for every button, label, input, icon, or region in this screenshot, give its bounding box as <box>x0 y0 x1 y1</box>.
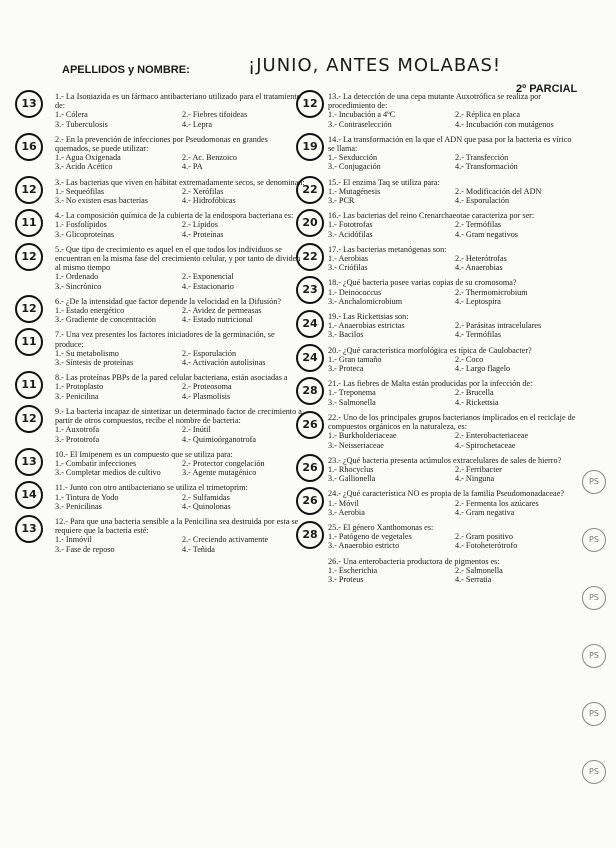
answer-option[interactable]: 3.- Prototrofa <box>55 434 100 444</box>
answer-option[interactable]: 1.- Burkholderiaceae <box>328 431 397 441</box>
answer-options <box>55 535 305 553</box>
answer-option[interactable]: 2.- Enterobacteriaceae <box>455 431 529 441</box>
score-circle: 19 <box>296 133 324 161</box>
score-circle: 14 <box>15 481 43 509</box>
question-text: 1.- La Isoniazida es un fármaco antibacteriano utilizado para el tratamiento de: <box>55 92 301 111</box>
question-text: 2.- En la prevención de infecciones por Pseudomonas en grandes quemados, se puede utilizar: <box>55 134 268 154</box>
answer-option[interactable]: 4.- Termófilas <box>455 330 502 340</box>
answer-option[interactable]: 2.- Sulfamidas <box>182 492 230 502</box>
answer-option[interactable]: 4.- Leptospira <box>455 296 501 306</box>
answer-option[interactable]: 1.- Tintura de Yodo <box>55 492 119 502</box>
question-item <box>21 373 305 401</box>
score-circle: 26 <box>296 487 324 515</box>
question-item <box>302 522 578 551</box>
answer-option[interactable]: 3.- Proteca <box>328 364 364 374</box>
answer-option[interactable]: 4.- Transformación <box>455 162 518 172</box>
answer-option[interactable]: 3.- Criófilas <box>328 263 368 273</box>
answer-options <box>55 349 305 367</box>
answer-option[interactable]: 1.- Rhocyclus <box>328 464 374 474</box>
question-item <box>302 312 578 340</box>
score-circle: 11 <box>15 328 43 356</box>
answer-option[interactable]: 3.- Sincrónico <box>55 281 102 291</box>
answer-option[interactable]: 3.- Glicoproteínas <box>55 229 115 239</box>
question-item <box>302 177 578 206</box>
answer-option[interactable]: 3.- Agente mutagénico <box>182 468 257 478</box>
answer-option[interactable]: 2.- Fiebres tifoideas <box>182 110 248 120</box>
answer-options <box>328 153 578 171</box>
answer-option[interactable]: 4.- Gram negativos <box>455 229 518 239</box>
answer-option[interactable]: 3.- Neisseriaceae <box>328 440 384 450</box>
ps-margin-mark: PS <box>582 586 606 610</box>
left-question-column <box>21 92 305 560</box>
question-item <box>302 412 578 450</box>
question-text: 8.- Las proteínas PBPs de la pared celular bacteriana, están asociadas a <box>55 373 288 383</box>
answer-option[interactable]: 1.- Mutagénesis <box>328 186 381 196</box>
answer-options <box>328 465 578 483</box>
answer-option[interactable]: 4.- Anaerobias <box>455 263 503 273</box>
ps-margin-mark: PS <box>582 644 606 668</box>
question-item <box>302 211 578 239</box>
answer-options <box>328 566 578 584</box>
question-text: 23.- ¿Qué bacteria presenta acúmulos extracelulares de sales de hierro? <box>328 455 562 465</box>
answer-option[interactable]: 2.- Termófilas <box>455 220 502 230</box>
answer-options <box>55 493 305 511</box>
question-text: 9.- La bacteria incapaz de sintetizar un determinado factor de crecimiento a partir de otros compuestos, recibe el nombre de bacteria: <box>55 406 302 426</box>
question-text: 26.- Una enterobacteria productora de pigmentos es: <box>328 556 500 566</box>
answer-options <box>328 187 578 205</box>
score-circle: 12 <box>296 90 324 118</box>
question-text: 14.- La transformación en la que el ADN que pasa por la bacteria es vírico se llama: <box>328 134 572 154</box>
answer-options <box>55 306 305 324</box>
answer-options <box>55 110 305 128</box>
answer-option[interactable]: 4.- Hidrofóbicas <box>182 196 236 206</box>
answer-options <box>55 187 305 205</box>
score-circle: 11 <box>15 371 43 399</box>
answer-options <box>328 388 578 406</box>
answer-options <box>328 355 578 373</box>
answer-option[interactable]: 4.- Quinolonas <box>182 501 231 511</box>
answer-option[interactable]: 1.- Sexducción <box>328 153 378 163</box>
question-text: 11.- Junto con otro antibacteriano se utiliza el trimetoprim: <box>55 483 248 493</box>
question-text: 4.- La composición química de la cubierta de la endospora bacteriana es: <box>55 211 294 221</box>
answer-option[interactable]: 4.- Estado nutricional <box>182 315 253 325</box>
exam-title: 2º PARCIAL <box>516 83 578 95</box>
answer-option[interactable]: 3.- PCR <box>328 196 355 206</box>
score-circle: 13 <box>15 515 43 543</box>
question-text: 22.- Uno de los principales grupos bacterianos implicados en el reciclaje de compuestos orgánicos en la naturaleza, es: <box>328 412 576 432</box>
answer-option[interactable]: 3.- Anaerobio estricto <box>328 541 400 551</box>
answer-option[interactable]: 1.- Ordenado <box>55 272 99 282</box>
answer-option[interactable]: 4.- Proteínas <box>182 229 224 239</box>
question-item <box>302 92 578 129</box>
answer-option[interactable]: 4.- Activación autolisinas <box>182 358 266 368</box>
score-circle: 12 <box>15 243 43 271</box>
answer-option[interactable]: 3.- Fase de reposo <box>55 544 115 554</box>
answer-option[interactable]: 3.- Tuberculosis <box>55 119 108 129</box>
answer-options <box>328 254 578 272</box>
answer-options <box>55 382 305 400</box>
answer-option[interactable]: 3.- Penicilina <box>55 391 99 401</box>
question-item <box>302 489 578 517</box>
answer-option[interactable]: 1.- Agua Oxigenada <box>55 153 121 163</box>
answer-option[interactable]: 2.- Réplica en placa <box>455 110 521 120</box>
answer-option[interactable]: 1.- Fosfolípidos <box>55 220 107 230</box>
question-item <box>21 134 305 172</box>
answer-options <box>328 220 578 238</box>
answer-options <box>328 431 578 449</box>
answer-option[interactable]: 4.- Teñida <box>182 544 215 554</box>
answer-option[interactable]: 2.- Ferribacter <box>455 464 502 474</box>
answer-option[interactable]: 3.- Acido Acético <box>55 162 113 172</box>
answer-option[interactable]: 4.- Rickettsia <box>455 397 499 407</box>
answer-options <box>55 425 305 443</box>
answer-option[interactable]: 1.- Patógeno de vegetales <box>328 532 412 542</box>
answer-option[interactable]: 4.- Gram negativa <box>455 507 515 517</box>
question-text: 20.- ¿Qué característica morfológica es típica de Caulobacter? <box>328 345 532 355</box>
answer-option[interactable]: 4.- Esporulación <box>455 196 510 206</box>
answer-option[interactable]: 3.- Contraselección <box>328 119 392 129</box>
answer-options <box>55 220 305 238</box>
ps-margin-mark: PS <box>582 760 606 784</box>
answer-option[interactable]: 3.- Completar medios de cultivo <box>55 468 161 478</box>
answer-option[interactable]: 3.- No existen esas bacterias <box>55 196 148 206</box>
score-circle: 12 <box>15 176 43 204</box>
question-item <box>302 345 578 374</box>
answer-options <box>328 321 578 339</box>
answer-option[interactable]: 1.- Deinococcus <box>328 287 382 297</box>
question-item <box>21 296 305 325</box>
score-circle: 24 <box>296 344 324 372</box>
answer-option[interactable]: 1.- Aerobias <box>328 254 369 264</box>
answer-option[interactable]: 2.- Coco <box>455 354 484 364</box>
answer-options <box>55 153 305 171</box>
answer-option[interactable]: 1.- Protoplasto <box>55 382 104 392</box>
question-text: 17.- Las bacterias metanógenas son: <box>328 244 447 254</box>
answer-options <box>55 459 305 477</box>
ps-margin-mark: PS <box>582 702 606 726</box>
answer-option[interactable]: 3.- Acidófilas <box>328 229 373 239</box>
answer-option[interactable]: 2.- Avidez de permeasas <box>182 306 262 316</box>
answer-option[interactable]: 2.- Ac. Benzoico <box>182 153 238 163</box>
score-circle: 24 <box>296 310 324 338</box>
answer-option[interactable]: 1.- Escherichia <box>328 565 378 575</box>
question-text: 18.- ¿Qué bacteria posee varias copias de su cromosoma? <box>328 278 517 288</box>
score-circle: 28 <box>296 377 324 405</box>
question-text: 25.- El género Xanthomonas es: <box>328 522 434 532</box>
answer-option[interactable]: 4.- Serratia <box>455 574 492 584</box>
answer-option[interactable]: 2.- Xerófilas <box>182 186 224 196</box>
answer-option[interactable]: 2.- Proteosoma <box>182 382 232 392</box>
question-text: 13.- La detección de una cepa mutante Auxotrófica se realiza por procedimiento de: <box>328 92 542 111</box>
answer-option[interactable]: 4.- Ninguna <box>455 474 495 484</box>
answer-option[interactable]: 1.- Gran tamaño <box>328 354 382 364</box>
question-item <box>21 516 305 554</box>
answer-option[interactable]: 1.- Anaerobias estrictas <box>328 321 405 331</box>
question-text: 6.- ¿De la intensidad que factor depende la velocidad en la Difusión? <box>55 296 281 306</box>
answer-option[interactable]: 2.- Creciendo activamente <box>182 535 269 545</box>
answer-option[interactable]: 2.- Exponencial <box>182 272 234 282</box>
answer-option[interactable]: 2.- Fermenta los azúcares <box>455 498 539 508</box>
question-item <box>21 330 305 368</box>
question-item <box>302 455 578 484</box>
answer-option[interactable]: 3.- Conjugación <box>328 162 381 172</box>
answer-option[interactable]: 2.- Protector congelación <box>182 458 265 468</box>
answer-option[interactable]: 3.- Penicilinas <box>55 501 102 511</box>
question-item <box>21 406 305 444</box>
question-item <box>21 483 305 511</box>
answer-options <box>328 110 578 128</box>
question-text: 12.- Para que una bacteria sensible a la Penicilina sea destruida por esta se requiere que la bacteria esté: <box>55 516 299 536</box>
score-circle: 26 <box>296 454 324 482</box>
question-item <box>302 379 578 407</box>
question-item <box>21 449 305 478</box>
answer-options <box>55 272 305 290</box>
answer-option[interactable]: 3.- Salmonella <box>328 397 376 407</box>
score-circle: 26 <box>296 411 324 439</box>
question-item <box>21 211 305 239</box>
answer-option[interactable]: 1.- Cólera <box>55 110 88 120</box>
handwritten-name: ¡JUNIO, ANTES MOLABAS! <box>248 55 502 76</box>
answer-option[interactable]: 3.- Síntesis de proteínas <box>55 358 134 368</box>
score-circle: 28 <box>296 521 324 549</box>
answer-option[interactable]: 4.- Fotoheterótrofo <box>455 541 518 551</box>
answer-option[interactable]: 2.- Modificación del ADN <box>455 186 542 196</box>
score-circle: 11 <box>15 209 43 237</box>
question-item <box>21 92 305 129</box>
answer-option[interactable]: 2.- Thermomicrobium <box>455 287 528 297</box>
answer-option[interactable]: 1.- Treponema <box>328 388 376 398</box>
answer-option[interactable]: 2.- Gram positivo <box>455 532 513 542</box>
score-circle: 13 <box>15 448 43 476</box>
name-label: APELLIDOS y NOMBRE: <box>62 64 190 76</box>
question-text: 21.- Las fiebres de Malta están producidas por la infección de: <box>328 379 533 389</box>
answer-option[interactable]: 2.- Salmonella <box>455 565 503 575</box>
answer-option[interactable]: 3.- Proteus <box>328 574 364 584</box>
answer-option[interactable]: 1.- Auxotrofa <box>55 425 100 435</box>
answer-option[interactable]: 1.- Móvil <box>328 498 359 508</box>
question-text: 5.- Que tipo de crecimiento es aquel en el que todos los individuos se encuentran en la misma fase del crecimiento celular, y por tanto de dividen al mismo tiempo <box>55 244 301 273</box>
question-item <box>302 244 578 273</box>
right-question-column <box>302 92 578 590</box>
score-circle: 12 <box>15 405 43 433</box>
answer-option[interactable]: 2.- Inútil <box>182 425 211 435</box>
answer-option[interactable]: 3.- Anchalomicrobium <box>328 296 403 306</box>
score-circle: 13 <box>15 90 43 118</box>
answer-option[interactable]: 2.- Lípidos <box>182 220 218 230</box>
question-item <box>302 134 578 172</box>
answer-options <box>328 499 578 517</box>
question-text: 19.- Las Rickettsias son: <box>328 312 409 322</box>
score-circle: 12 <box>15 295 43 323</box>
answer-option[interactable]: 2.- Heterótrofas <box>455 254 507 264</box>
score-circle: 23 <box>296 276 324 304</box>
question-text: 3.- Las bacterias que viven en hábitat extremadamente secos, se denominan: <box>55 177 305 187</box>
answer-option[interactable]: 1.- Estado energético <box>55 306 125 316</box>
answer-option[interactable]: 4.- Estacionario <box>182 281 234 291</box>
answer-option[interactable]: 4.- PA <box>182 162 203 172</box>
answer-option[interactable]: 1.- Incubación a 4ºC <box>328 110 396 120</box>
answer-option[interactable]: 4.- Incubación con mutágenos <box>455 119 554 129</box>
question-item <box>302 278 578 306</box>
answer-option[interactable]: 4.- Lepra <box>182 119 213 129</box>
question-text: 15.- El enzima Taq se utiliza para: <box>328 177 440 187</box>
question-item <box>21 244 305 291</box>
answer-option[interactable]: 3.- Gradiente de concentración <box>55 315 156 325</box>
answer-option[interactable]: 1.- Fototrofas <box>328 220 373 230</box>
question-text: 10.- El Imipenem es un compuesto que se utiliza para: <box>55 449 233 459</box>
question-text: 24.- ¿Qué característica NO es propia de la familia Pseudomonadaceae? <box>328 489 564 499</box>
answer-option[interactable]: 2.- Esporulación <box>182 348 237 358</box>
question-item <box>328 557 578 585</box>
answer-option[interactable]: 1.- Sequeófilas <box>55 186 105 196</box>
ps-margin-mark: PS <box>582 470 606 494</box>
answer-options <box>328 532 578 550</box>
answer-option[interactable]: 2.- Transfección <box>455 153 509 163</box>
answer-option[interactable]: 1.- Inmóvil <box>55 535 92 545</box>
answer-option[interactable]: 4.- Largo flagelo <box>455 364 511 374</box>
answer-options <box>328 288 578 306</box>
score-circle: 20 <box>296 209 324 237</box>
question-text: 16.- Las bacterias del reino Crenarchaeotae caracteriza por ser: <box>328 211 535 221</box>
answer-option[interactable]: 1.- Combatir infecciones <box>55 458 137 468</box>
answer-option[interactable]: 4.- Spirochetaceae <box>455 440 516 450</box>
question-text: 7.- Una vez presentes los factores iniciadores de la germinación, se produce: <box>55 330 275 349</box>
score-circle: 16 <box>15 133 43 161</box>
answer-option[interactable]: 1.- Su metabolismo <box>55 348 119 358</box>
question-item <box>21 177 305 206</box>
ps-margin-mark: PS <box>582 528 606 552</box>
answer-option[interactable]: 4.- Plasmolisis <box>182 391 231 401</box>
answer-option[interactable]: 3.- Gallionella <box>328 474 376 484</box>
answer-option[interactable]: 3.- Bacilos <box>328 330 364 340</box>
score-circle: 22 <box>296 176 324 204</box>
answer-option[interactable]: 4.- Quimioórganotrofa <box>182 434 256 444</box>
answer-option[interactable]: 2.- Parásitas intracelulares <box>455 321 542 331</box>
answer-option[interactable]: 3.- Aerobia <box>328 507 365 517</box>
answer-option[interactable]: 2.- Brucella <box>455 388 494 398</box>
score-circle: 22 <box>296 243 324 271</box>
